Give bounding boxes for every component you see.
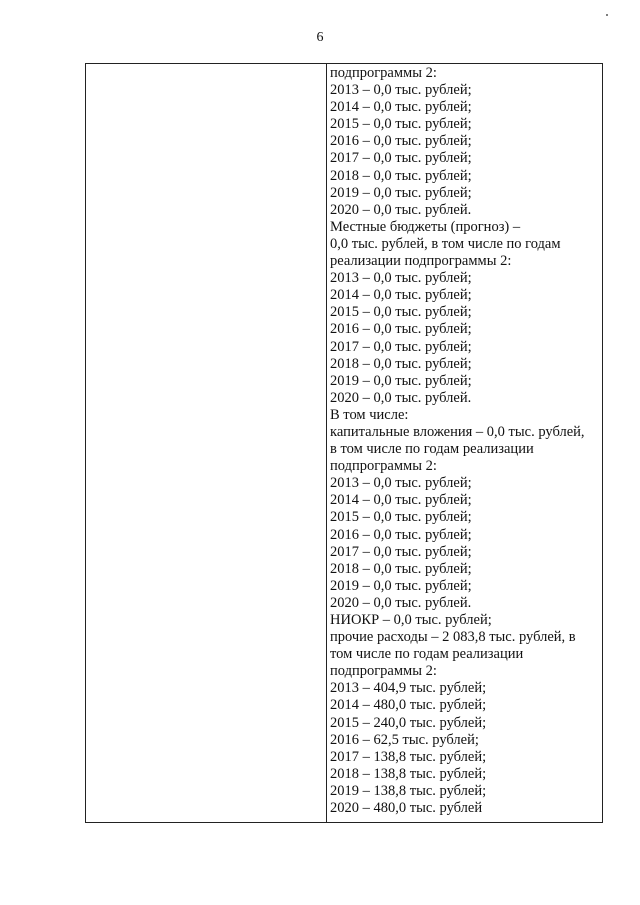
- funding-table: [85, 63, 603, 823]
- text-line: подпрограммы 2:: [330, 65, 437, 81]
- text-line: 2020 – 0,0 тыс. рублей.: [330, 389, 472, 406]
- text-line: 2015 – 240,0 тыс. рублей;: [330, 714, 487, 731]
- text-line: 2019 – 138,8 тыс. рублей;: [330, 782, 487, 799]
- text-line: том числе по годам реализации: [330, 646, 524, 663]
- text-line: 2016 – 0,0 тыс. рублей;: [330, 526, 472, 543]
- text-line: 2020 – 0,0 тыс. рублей.: [330, 594, 472, 611]
- text-line: 2014 – 0,0 тыс. рублей;: [330, 99, 472, 116]
- text-line: НИОКР – 0,0 тыс. рублей;: [330, 612, 492, 628]
- text-line: 2015 – 0,0 тыс. рублей;: [330, 304, 472, 321]
- text-line: 2018 – 0,0 тыс. рублей;: [330, 167, 472, 184]
- text-line: 2016 – 62,5 тыс. рублей;: [330, 731, 479, 748]
- text-line: 2017 – 0,0 тыс. рублей;: [330, 150, 472, 167]
- text-line: подпрограммы 2:: [330, 663, 437, 680]
- text-line: 2019 – 0,0 тыс. рублей;: [330, 184, 472, 201]
- text-line: реализации подпрограммы 2:: [330, 253, 512, 270]
- text-line: 2020 – 0,0 тыс. рублей.: [330, 201, 472, 218]
- text-line: 2013 – 0,0 тыс. рублей;: [330, 270, 472, 287]
- text-line: 2014 – 0,0 тыс. рублей;: [330, 287, 472, 304]
- text-line: подпрограммы 2:: [330, 458, 437, 475]
- text-line: 2020 – 480,0 тыс. рублей: [330, 800, 483, 817]
- text-line: 2018 – 0,0 тыс. рублей;: [330, 560, 472, 577]
- text-line: 2015 – 0,0 тыс. рублей;: [330, 509, 472, 526]
- right-cell: [330, 65, 600, 817]
- text-line: 2017 – 0,0 тыс. рублей;: [330, 338, 472, 355]
- text-line: 2019 – 0,0 тыс. рублей;: [330, 577, 472, 594]
- text-line: 2013 – 0,0 тыс. рублей;: [330, 475, 472, 492]
- text-line: 2013 – 404,9 тыс. рублей;: [330, 680, 487, 697]
- text-line: 2019 – 0,0 тыс. рублей;: [330, 372, 472, 389]
- text-line: 2015 – 0,0 тыс. рублей;: [330, 116, 472, 133]
- text-line: 2013 – 0,0 тыс. рублей;: [330, 82, 472, 99]
- text-line: 2018 – 0,0 тыс. рублей;: [330, 355, 472, 372]
- page-number: 6: [316, 30, 324, 45]
- column-divider: [326, 64, 327, 822]
- text-line: 2018 – 138,8 тыс. рублей;: [330, 765, 487, 782]
- text-line: 2014 – 0,0 тыс. рублей;: [330, 492, 472, 509]
- text-line: 0,0 тыс. рублей, в том числе по годам: [330, 235, 561, 252]
- text-line: Местные бюджеты (прогноз) –: [330, 218, 521, 235]
- text-line: 2016 – 0,0 тыс. рублей;: [330, 133, 472, 150]
- text-line: 2014 – 480,0 тыс. рублей;: [330, 697, 487, 714]
- scan-speck: [606, 14, 608, 16]
- text-line: В том числе:: [330, 406, 409, 423]
- text-line: капитальные вложения – 0,0 тыс. рублей,: [330, 423, 585, 440]
- text-line: 2017 – 138,8 тыс. рублей;: [330, 748, 487, 765]
- text-line: прочие расходы – 2 083,8 тыс. рублей, в: [330, 629, 576, 646]
- text-line: 2017 – 0,0 тыс. рублей;: [330, 543, 472, 560]
- text-line: 2016 – 0,0 тыс. рублей;: [330, 321, 472, 338]
- text-line: в том числе по годам реализации: [330, 441, 534, 458]
